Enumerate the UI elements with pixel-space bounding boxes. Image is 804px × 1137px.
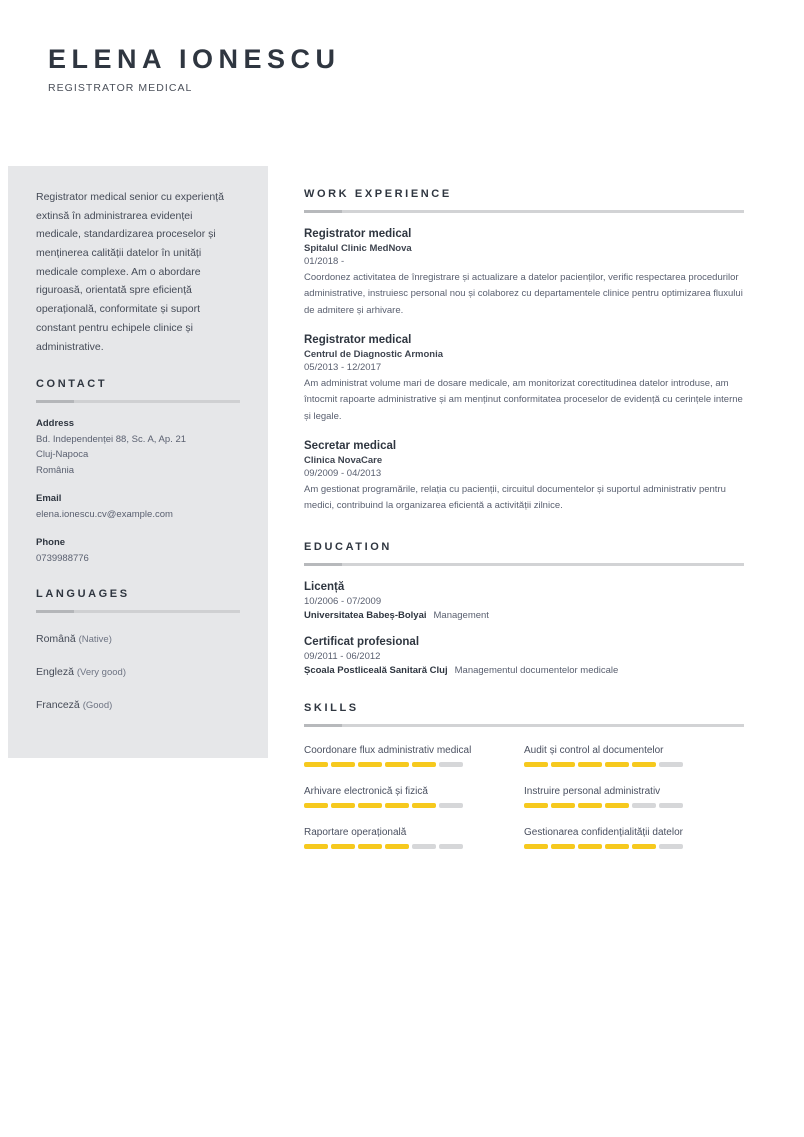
languages-list xyxy=(36,633,240,711)
education-entry-institution-row xyxy=(304,610,744,621)
email-label: Email xyxy=(36,492,62,504)
skill-segment-filled xyxy=(412,762,436,767)
work-entry-title: Registrator medical xyxy=(304,333,412,346)
address-label: Address xyxy=(36,418,75,430)
skill-rating-bar xyxy=(304,762,504,767)
education-divider xyxy=(304,563,744,566)
skill-rating-bar xyxy=(304,803,504,808)
skill-rating-bar xyxy=(524,762,724,767)
skill-segment-filled xyxy=(551,803,575,808)
skill-label: Arhivare electronică și fizică xyxy=(304,785,428,797)
education-institution: Școala Postliceală Sanitară Cluj xyxy=(304,664,448,676)
skill-segment-filled xyxy=(551,844,575,849)
work-entry-date: 01/2018 - xyxy=(304,256,345,267)
phone-value[interactable]: 0739988776 xyxy=(36,552,89,564)
education-entry-title: Certificat profesional xyxy=(304,635,420,648)
skill-segment-filled xyxy=(578,844,602,849)
skill-segment-empty xyxy=(659,762,683,767)
education-entry xyxy=(304,581,744,621)
skills-divider xyxy=(304,724,744,727)
skill-segment-filled xyxy=(605,803,629,808)
skill-segment-filled xyxy=(605,762,629,767)
skill-label: Instruire personal administrativ xyxy=(524,785,661,797)
skill-rating-bar xyxy=(524,803,724,808)
skill-segment-filled xyxy=(524,762,548,767)
skill-item xyxy=(304,827,524,849)
work-experience-divider xyxy=(304,210,744,213)
education-section xyxy=(304,541,744,676)
skill-segment-filled xyxy=(578,803,602,808)
work-entry-org: Spitalul Clinic MedNova xyxy=(304,243,412,254)
sidebar xyxy=(8,166,268,758)
education-entry-date: 10/2006 - 07/2009 xyxy=(304,595,382,607)
skill-segment-empty xyxy=(439,762,463,767)
work-entry xyxy=(304,440,744,515)
skill-segment-filled xyxy=(412,803,436,808)
resume-header xyxy=(48,44,748,94)
languages-section xyxy=(36,588,240,711)
skill-segment-filled xyxy=(331,844,355,849)
language-name: Engleză xyxy=(36,666,74,679)
main-column xyxy=(304,188,744,894)
address-line-2: Cluj-Napoca xyxy=(36,449,89,461)
education-entry-institution-row xyxy=(304,665,744,676)
work-entry-title: Secretar medical xyxy=(304,439,397,452)
work-entry-org: Centrul de Diagnostic Armonia xyxy=(304,348,443,360)
work-entry-date: 05/2013 - 12/2017 xyxy=(304,361,382,373)
skills-heading: SKILLS xyxy=(304,701,359,714)
address-line-1: Bd. Independenței 88, Sc. A, Ap. 21 xyxy=(36,434,187,446)
phone-block xyxy=(36,537,240,566)
work-entry-description: Am administrat volume mari de dosare medicale, am monitorizat corectitudinea datelor introduse, am întocmit rapoarte administrative și am menținut conformitatea proceselor de evidență cu cerințele interne și legale. xyxy=(304,377,743,422)
skill-segment-empty xyxy=(659,844,683,849)
education-field: Managementul documentelor medicale xyxy=(454,664,619,676)
work-entry xyxy=(304,334,744,425)
skill-rating-bar xyxy=(304,844,504,849)
skill-item xyxy=(304,786,524,808)
education-entry-title: Licență xyxy=(304,580,345,593)
language-level: (Good) xyxy=(82,700,113,712)
education-entry-date: 09/2011 - 06/2012 xyxy=(304,650,381,662)
skill-segment-filled xyxy=(524,844,548,849)
language-item xyxy=(36,666,240,678)
skill-segment-filled xyxy=(385,844,409,849)
skill-item xyxy=(524,745,744,767)
work-entry-description: Am gestionat programările, relația cu pacienții, circuitul documentelor și suportul administrativ pentru medici, contribuind la organizarea eficientă a activității zilnice. xyxy=(304,483,726,512)
work-experience-section xyxy=(304,188,744,515)
language-name: Franceză xyxy=(36,699,80,712)
skill-item xyxy=(304,745,524,767)
skill-segment-filled xyxy=(358,844,382,849)
skill-segment-filled xyxy=(331,803,355,808)
email-value[interactable]: elena.ionescu.cv@example.com xyxy=(36,508,173,520)
address-line-3: România xyxy=(36,464,75,476)
skill-segment-empty xyxy=(412,844,436,849)
contact-divider xyxy=(36,400,240,403)
skill-segment-empty xyxy=(659,803,683,808)
skill-segment-filled xyxy=(358,762,382,767)
skill-segment-filled xyxy=(385,803,409,808)
skill-segment-empty xyxy=(439,844,463,849)
work-entry-title: Registrator medical xyxy=(304,228,412,240)
skill-segment-filled xyxy=(358,803,382,808)
language-item xyxy=(36,699,240,711)
language-item xyxy=(36,633,240,645)
skills-grid xyxy=(304,745,744,868)
skill-segment-filled xyxy=(524,803,548,808)
skill-rating-bar xyxy=(524,844,724,849)
languages-divider xyxy=(36,610,240,613)
skill-segment-filled xyxy=(632,762,656,767)
education-field: Management xyxy=(433,609,489,621)
skill-segment-filled xyxy=(605,844,629,849)
skill-segment-filled xyxy=(385,762,409,767)
language-level: (Native) xyxy=(78,634,112,646)
language-name: Română xyxy=(36,633,76,646)
candidate-name: ELENA IONESCU xyxy=(48,44,341,74)
skill-segment-filled xyxy=(632,844,656,849)
skill-label: Raportare operațională xyxy=(304,826,407,838)
education-entry xyxy=(304,636,744,676)
skill-label: Audit și control al documentelor xyxy=(524,744,664,756)
skill-segment-filled xyxy=(551,762,575,767)
work-entry-description: Coordonez activitatea de înregistrare și actualizare a datelor pacienților, verific respectarea procedurilor administrative, instruiesc personal nou și colaborez cu departamentele clinice pentru optimizarea fluxului de admitere și arhivare. xyxy=(304,272,743,316)
work-entry xyxy=(304,228,744,319)
work-entry-org: Clinica NovaCare xyxy=(304,454,383,466)
education-heading: EDUCATION xyxy=(304,540,392,553)
education-institution: Universitatea Babeș-Bolyai xyxy=(304,609,427,621)
contact-section xyxy=(36,378,240,566)
skill-item xyxy=(524,827,744,849)
language-level: (Very good) xyxy=(76,667,126,679)
work-entry-date: 09/2009 - 04/2013 xyxy=(304,467,382,479)
skill-segment-empty xyxy=(632,803,656,808)
skill-label: Gestionarea confidențialității datelor xyxy=(524,826,683,838)
skill-segment-filled xyxy=(304,844,328,849)
work-experience-heading: WORK EXPERIENCE xyxy=(304,188,452,200)
skill-item xyxy=(524,786,744,808)
candidate-job-title: REGISTRATOR MEDICAL xyxy=(48,82,193,95)
languages-heading: LANGUAGES xyxy=(36,588,130,601)
email-block xyxy=(36,493,240,522)
skill-segment-filled xyxy=(304,803,328,808)
skill-label: Coordonare flux administrativ medical xyxy=(304,744,472,756)
skills-section xyxy=(304,702,744,868)
skill-segment-filled xyxy=(304,762,328,767)
skill-segment-filled xyxy=(331,762,355,767)
skill-segment-empty xyxy=(439,803,463,808)
profile-summary: Registrator medical senior cu experiență extinsă în administrarea evidenței medicale, standardizarea proceselor și menținerea calității datelor în unități medicale complexe. Am o abordare riguroasă, orientată spre eficiență operațională, conformitate și suport constant pentru echipele clinice și administrative. xyxy=(36,191,224,353)
contact-heading: CONTACT xyxy=(36,378,108,391)
skill-segment-filled xyxy=(578,762,602,767)
address-block xyxy=(36,418,240,478)
phone-label: Phone xyxy=(36,536,66,548)
